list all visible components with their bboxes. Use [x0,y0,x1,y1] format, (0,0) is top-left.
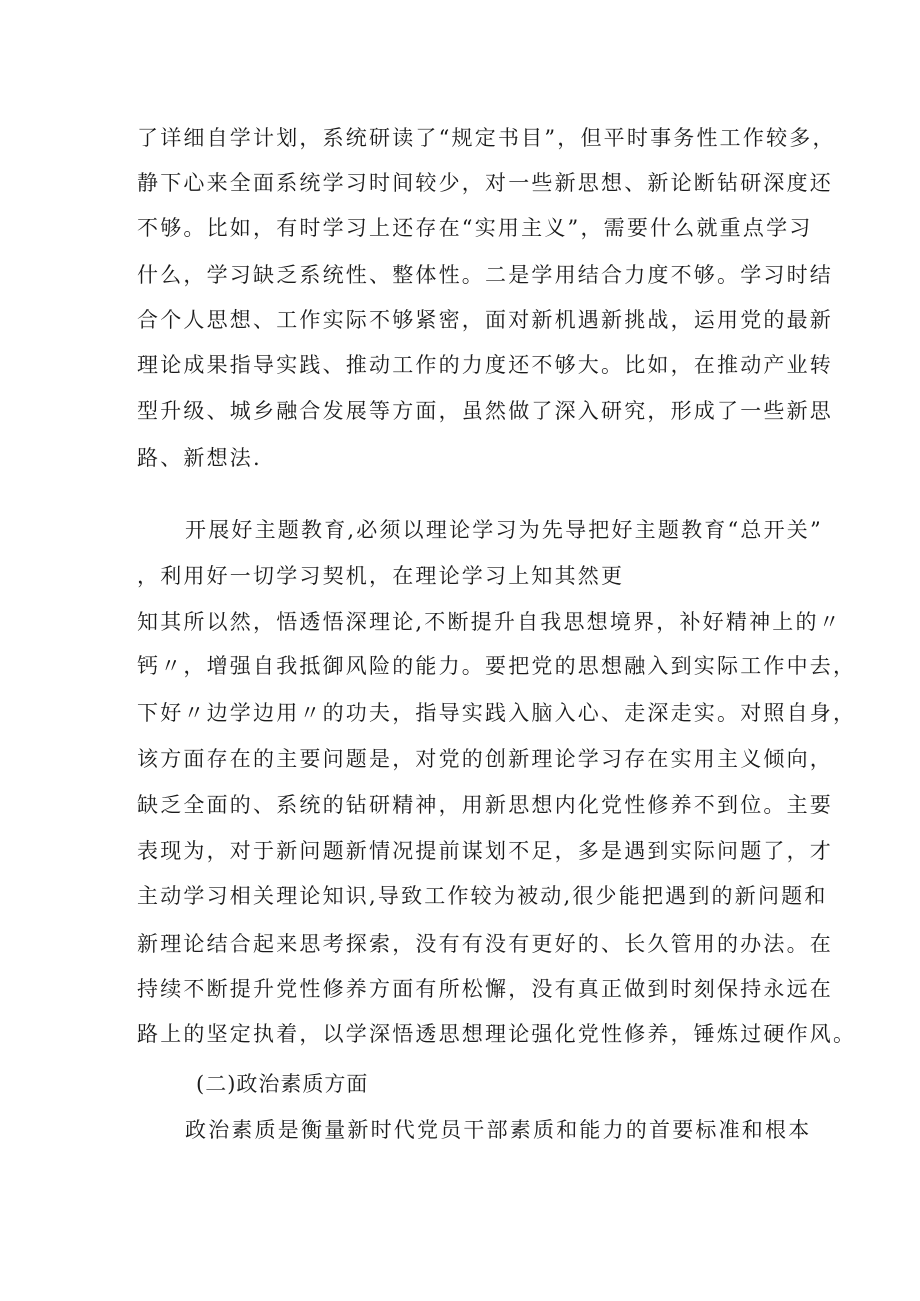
text-line: 主动学习相关理论知识,导致工作较为被动,很少能把遇到的新问题和 [137,884,828,908]
text-line: 路、新想法. [137,446,262,470]
text-line: ，利用好一切学习契机，在理论学习上知其然更 [137,564,625,588]
text-line: 持续不断提升党性修养方面有所松懈，没有真正做到时刻保持永远在 [137,977,833,1001]
text-line: 该方面存在的主要问题是，对党的创新理论学习存在实用主义倾向， [137,747,833,771]
text-line: 下好〃边学边用〃的功夫，指导实践入脑入心、走深走实。对照自身， [137,701,857,725]
text-line: 表现为，对于新问题新情况提前谋划不足，多是遇到实际问题了，才 [137,839,833,863]
text-line: 合个人思想、工作实际不够紧密，面对新机遇新挑战，运用党的最新 [137,308,833,332]
text-line: 型升级、城乡融合发展等方面，虽然做了深入研究，形成了一些新思 [137,399,833,423]
text-line: 缺乏全面的、系统的钻研精神，用新思想内化党性修养不到位。主要 [137,793,833,817]
text-line: 理论成果指导实践、推动工作的力度还不够大。比如，在推动产业转 [137,353,833,377]
text-line: 了详细自学计划，系统研读了“规定书目”，但平时事务性工作较多， [137,126,836,150]
text-line: 不够。比如，有时学习上还存在“实用主义”，需要什么就重点学习 [137,216,813,240]
text-line: 静下心来全面系统学习时间较少，对一些新思想、新论断钻研深度还 [137,171,833,195]
text-line: 路上的坚定执着，以学深悟透思想理论强化党性修养，锤炼过硬作风。 [137,1022,857,1046]
text-line: 知其所以然，悟透悟深理论,不断提升自我思想境界，补好精神上的〃 [137,610,842,634]
text-line: 什么，学习缺乏系统性、整体性。二是学用结合力度不够。学习时结 [137,263,833,287]
text-line: 政治素质是衡量新时代党员干部素质和能力的首要标准和根本 [185,1118,812,1142]
text-line: 新理论结合起来思考探索，没有有没有更好的、长久管用的办法。在 [137,932,833,956]
section-heading: (二)政治素质方面 [196,1072,369,1096]
text-line: 钙〃，增强自我抵御风险的能力。要把党的思想融入到实际工作中去， [137,654,857,678]
text-line: 开展好主题教育,必须以理论学习为先导把好主题教育“总开关” [185,518,823,542]
